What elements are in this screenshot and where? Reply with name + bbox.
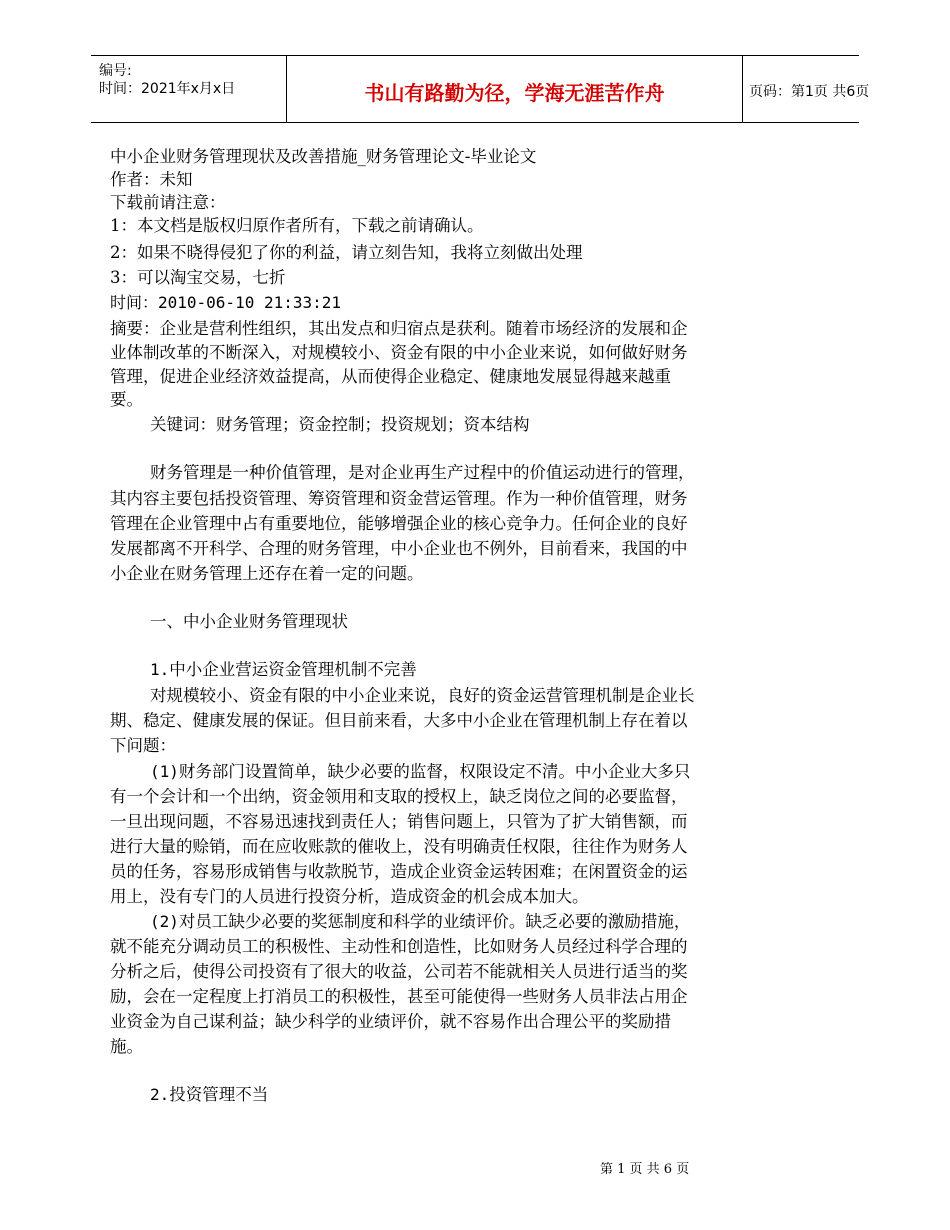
- paragraph-line: 一旦出现问题，不容易迅速找到责任人；销售问题上，只管为了扩大销售额，而: [110, 812, 688, 831]
- list-item-text: 财务部门设置简单，缺少必要的监督，权限设定不清。中小企业大多只: [178, 762, 691, 781]
- intro-line: 小企业在财务管理上还存在着一定的问题。: [110, 564, 424, 583]
- paragraph-line: 进行大量的赊销，而在应收账款的催收上，没有明确责任权限，往往作为财务人: [110, 837, 688, 856]
- list-item-text: 对员工缺少必要的奖惩制度和科学的业绩评价。缺乏必要的激励措施，: [178, 912, 691, 931]
- list-item-2-line: [150, 911, 690, 933]
- paragraph-line: 用上，没有专门的人员进行投资分析，造成资金的机会成本加大。: [110, 887, 589, 906]
- author: 作者：未知: [110, 170, 193, 189]
- intro-line: 发展都离不开科学、合理的财务管理，中小企业也不例外，目前看来，我国的中: [110, 539, 688, 558]
- publish-time: 时间：2010-06-10 21:33:21: [110, 293, 342, 312]
- header-motto-cell: [286, 56, 743, 122]
- page-footer: 第 1 页 共 6 页: [600, 1162, 690, 1177]
- page-info: 页码：第1页 共6页: [749, 84, 870, 100]
- header-left-cell: [91, 56, 286, 122]
- article-title: 中小企业财务管理现状及改善措施_财务管理论文-毕业论文: [110, 147, 537, 166]
- list-item-number: (2): [150, 912, 179, 931]
- subsection-text: 中小企业营运资金管理机制不完善: [169, 660, 417, 679]
- keywords: 关键词：财务管理；资金控制；投资规划；资本结构: [150, 415, 530, 434]
- paragraph-line: 业资金为自己谋利益；缺少科学的业绩评价，就不容易作出合理公平的奖励措: [110, 1012, 671, 1031]
- subsection-heading-2: [150, 1084, 268, 1106]
- abstract-line: 管理，促进企业经济效益提高，从而使得企业稳定、健康地发展显得越来越重: [110, 367, 671, 386]
- notice-title: 下载前请注意：: [110, 193, 226, 212]
- paragraph-line: 分析之后，使得公司投资有了很大的收益，公司若不能就相关人员进行适当的奖: [110, 962, 688, 981]
- paragraph-line: 员的任务，容易形成销售与收款脱节，造成企业资金运转困难；在闲置资金的运: [110, 862, 688, 881]
- list-item-1-line: [150, 761, 690, 783]
- intro-line: 财务管理是一种价值管理，是对企业再生产过程中的价值运动进行的管理，: [150, 463, 695, 482]
- subsection-number: 2.: [150, 1085, 170, 1104]
- header-page-cell: [741, 56, 870, 122]
- notice-item-1: 1：本文档是版权归原作者所有，下载之前请确认。: [110, 216, 484, 235]
- time-label: 时间：2021年x月x日: [99, 81, 236, 97]
- subsection-text: 投资管理不当: [169, 1085, 269, 1104]
- paragraph-line: 期、稳定、健康发展的保证。但目前来看，大多中小企业在管理机制上存在着以: [110, 711, 688, 730]
- notice-item-2: 2：如果不晓得侵犯了你的利益，请立刻告知，我将立刻做出处理: [110, 243, 583, 262]
- paragraph-line: 下问题：: [110, 736, 176, 755]
- paragraph-line: 就不能充分调动员工的积极性、主动性和创造性，比如财务人员经过科学合理的: [110, 937, 688, 956]
- intro-line: 管理在企业管理中占有重要地位，能够增强企业的核心竞争力。任何企业的良好: [110, 514, 688, 533]
- subsection-number: 1.: [150, 660, 170, 679]
- section-heading-1: 一、中小企业财务管理现状: [150, 612, 348, 631]
- abstract-line: 摘要：企业是营利性组织，其出发点和归宿点是获利。随着市场经济的发展和企: [110, 319, 688, 338]
- paragraph-line: 施。: [110, 1037, 143, 1056]
- paragraph-line: 励，会在一定程度上打消员工的积极性，甚至可能使得一些财务人员非法占用企: [110, 987, 688, 1006]
- list-item-number: (1): [150, 762, 179, 781]
- motto: 书山有路勤为径，学海无涯苦作舟: [364, 81, 665, 105]
- abstract-line: 业体制改革的不断深入，对规模较小、资金有限的中小企业来说，如何做好财务: [110, 343, 688, 362]
- intro-line: 其内容主要包括投资管理、筹资管理和资金营运管理。作为一种价值管理，财务: [110, 489, 688, 508]
- paragraph-line: 有一个会计和一个出纳，资金领用和支取的授权上，缺乏岗位之间的必要监督，: [110, 787, 688, 806]
- notice-item-3: 3：可以淘宝交易，七折: [110, 268, 286, 287]
- abstract-line: 要。: [110, 390, 143, 409]
- page-header: [91, 55, 870, 123]
- number-label: 编号:: [99, 63, 132, 79]
- subsection-heading-1: [150, 659, 417, 681]
- paragraph-line: 对规模较小、资金有限的中小企业来说，良好的资金运营管理机制是企业长: [150, 686, 695, 705]
